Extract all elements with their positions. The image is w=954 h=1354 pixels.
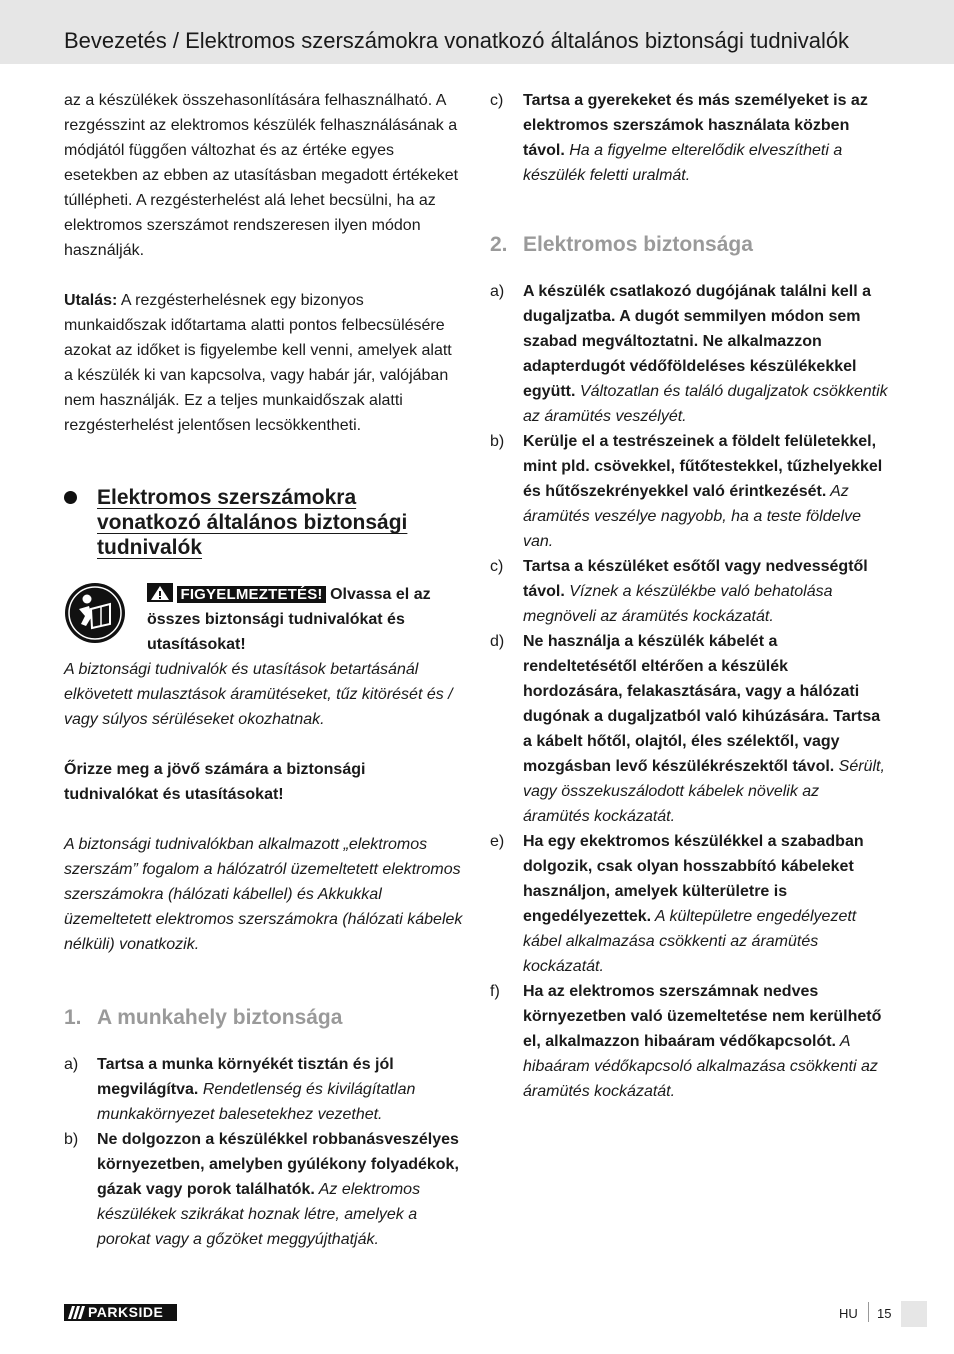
item-italic: A kültерületre engedélyezett kábel alkalmazása csökkenti az áramütés kockázatát. — [523, 908, 857, 975]
item-bold: Kerülje el a testrészeinek a földelt felületekkel, mint pld. csövekkel, fűtőtestekkel, tűzhelyekkel és hűtőszekrényekkel való érintkezését. — [523, 433, 883, 500]
note-text: A rezgésterhelésnek egy bizonyos munkaidőszak időtartama alatti pontos felbecsülésére azokat az időket is figyelembe kell venni, amelyek alatt a készülék ki van kapcsolva, vagy habár jár, valójában nem használják. Ez a teljes munkaidőszak alatti rezgésterhelést jelentősen lecsökkentheti. — [64, 292, 452, 434]
bullet-heading-text: Elektromos szerszámokra vonatkozó általános biztonsági tudnivalók — [97, 486, 408, 559]
page-number: 15 — [877, 1306, 892, 1321]
item-italic: Az áramütés veszélye nagyobb, ha a teste földelve van. — [523, 483, 861, 550]
item-italic: Víznek a készülékbe való behatolása megnöveli az áramütés kockázatát. — [523, 583, 833, 625]
item-bold: Tartsa a gyerekeket és más személyeket is az elektromos szerszámok használata közben távol. — [523, 92, 868, 159]
item-label: c) — [490, 558, 504, 575]
list-item — [490, 979, 890, 1104]
item-label: c) — [490, 92, 504, 109]
right-column — [490, 88, 890, 1104]
read-manual-icon — [64, 582, 126, 644]
warning-block — [64, 582, 464, 657]
item-label: a) — [64, 1056, 79, 1073]
item-label: f) — [490, 983, 500, 1000]
item-label: e) — [490, 833, 505, 850]
note-label: Utalás: — [64, 292, 118, 309]
section-2-title: Elektromos biztonsága — [523, 233, 753, 256]
item-bold: Ha egy ekektromos készülékkel a szabadban dolgozik, csak olyan hosszabbító kábeleket használjon, amelyek külterületre is engedélyezettek. — [523, 833, 864, 925]
list-item — [490, 829, 890, 979]
list-item — [490, 629, 890, 829]
note-paragraph — [64, 288, 464, 438]
item-bold: Ne dolgozzon a készülékkel robbanásveszélyes környezetben, amelyben gyúlékony folyadékok, gázak vagy porok találhatók. — [97, 1131, 459, 1198]
brand-slash-icon — [68, 1306, 86, 1319]
brand-logo — [64, 1304, 177, 1321]
item-italic: Ha a figyelme elterelődik elveszítheti a készülék feletti uralmát. — [523, 142, 843, 184]
item-italic: Sérült, vagy összekuszálodott kábelek növelik az áramütés kockázatát. — [523, 758, 885, 825]
list-item — [64, 1052, 464, 1127]
item-label: b) — [490, 433, 505, 450]
section-1-heading — [64, 1005, 464, 1030]
language-code: HU — [839, 1306, 858, 1321]
section-2-heading — [490, 232, 890, 257]
footer-tab — [901, 1301, 927, 1327]
brand-name: PARKSIDE — [88, 1304, 164, 1320]
left-column — [64, 88, 464, 1252]
item-label: d) — [490, 633, 505, 650]
list-item — [490, 279, 890, 429]
item-italic: Rendetlenség és kivilágítatlan munkakörnyezet balesetekhez vezethet. — [97, 1081, 416, 1123]
list-item — [490, 429, 890, 554]
item-bold: Tartsa a készüléket esőtől vagy nedvességtől távol. — [523, 558, 868, 600]
list-item — [490, 554, 890, 629]
item-bold: A készülék csatlakozó dugójának találni kell a dugaljzatba. A dugót semmilyen módon sem szabad megváltoztatni. Ne alkalmazzon adapterdugót védőföldeléses készülékekkel együtt. — [523, 283, 871, 400]
page-title: Bevezetés / Elektromos szerszámokra vonatkozó általános biztonsági tudnivalók — [64, 28, 850, 53]
item-italic: A hibaáram védőkapcsoló alkalmazása csökkenti az áramütés kockázatát. — [523, 1033, 878, 1100]
item-bold: Ha az elektromos szerszámnak nedves környezetben való üzemeltetése nem kerülhető el, alkalmazzon hibaáram védőkapcsolót. — [523, 983, 882, 1050]
section-1-number: 1. — [64, 1006, 82, 1029]
item-italic: Változatlan és találó dugaljzatok csökkentik az áramütés veszélyét. — [523, 383, 888, 425]
warning-bold: Olvassa el az összes biztonsági tudnivalókat és utasításokat! — [147, 586, 431, 653]
section-1-title: A munkahely biztonsága — [97, 1006, 343, 1029]
section-2-number: 2. — [490, 233, 508, 256]
intro-paragraph: az a készülékek összehasonlítására felhasználható. A rezgésszint az elektromos készülék felhasználásának a módjától függően változhat és az értéke egyes esetekben az ebben az utasításban megadott értékeket túllépheti. A rezgésterhelést alá lehet becsülni, ha az elektromos szerszámot rendszeresen ilyen módon használják. — [64, 92, 459, 259]
item-bold: Ne használja a készülék kábelét a rendeltetésétől eltérően a készülék hordozására, felakasztására, vagy a hálózati dugónak a dugaljzatból való kihúzására. Tartsa a kábelt hőtől, olajtól, éles szélektől, vagy mozgásban levő készülékrészektől távol. — [523, 633, 881, 775]
warning-italic — [64, 657, 464, 732]
bullet-icon — [64, 491, 77, 504]
warning-italic-text: A biztonsági tudnivalók és utasítások betartásánál elkövetett mulasztások áramütéseket, tűz kitörését és / vagy súlyos sérüléseket okozhatnak. — [64, 661, 453, 728]
warning-badge: FIGYELMEZTETÉS! — [177, 586, 325, 603]
page-header — [0, 0, 954, 64]
item-bold: Tartsa a munka környékét tisztán és jól megvilágítva. — [97, 1056, 394, 1098]
definition-paragraph: A biztonsági tudnivalókban alkalmazott „elektromos szerszám” fogalom a hálózatról üzemeltetett elektromos szerszámokra (hálózati kábellel) és Akkukkal üzemeltetett elektromos szerszámokra (hálózati kábelek nélküli) vonatkozik. — [64, 836, 463, 953]
item-italic: Az elektromos készülékek szikrákat hoznak létre, amelyek a porokat vagy a gőzöket meggyújthatják. — [97, 1181, 421, 1248]
warning-triangle-icon — [147, 583, 173, 602]
item-label: a) — [490, 283, 505, 300]
footer-divider — [868, 1302, 869, 1322]
keep-instructions: Őrizze meg a jövő számára a biztonsági tudnivalókat és utasításokat! — [64, 761, 366, 803]
item-label: b) — [64, 1131, 79, 1148]
bullet-heading — [64, 485, 464, 560]
list-item — [490, 88, 890, 188]
list-item — [64, 1127, 464, 1252]
